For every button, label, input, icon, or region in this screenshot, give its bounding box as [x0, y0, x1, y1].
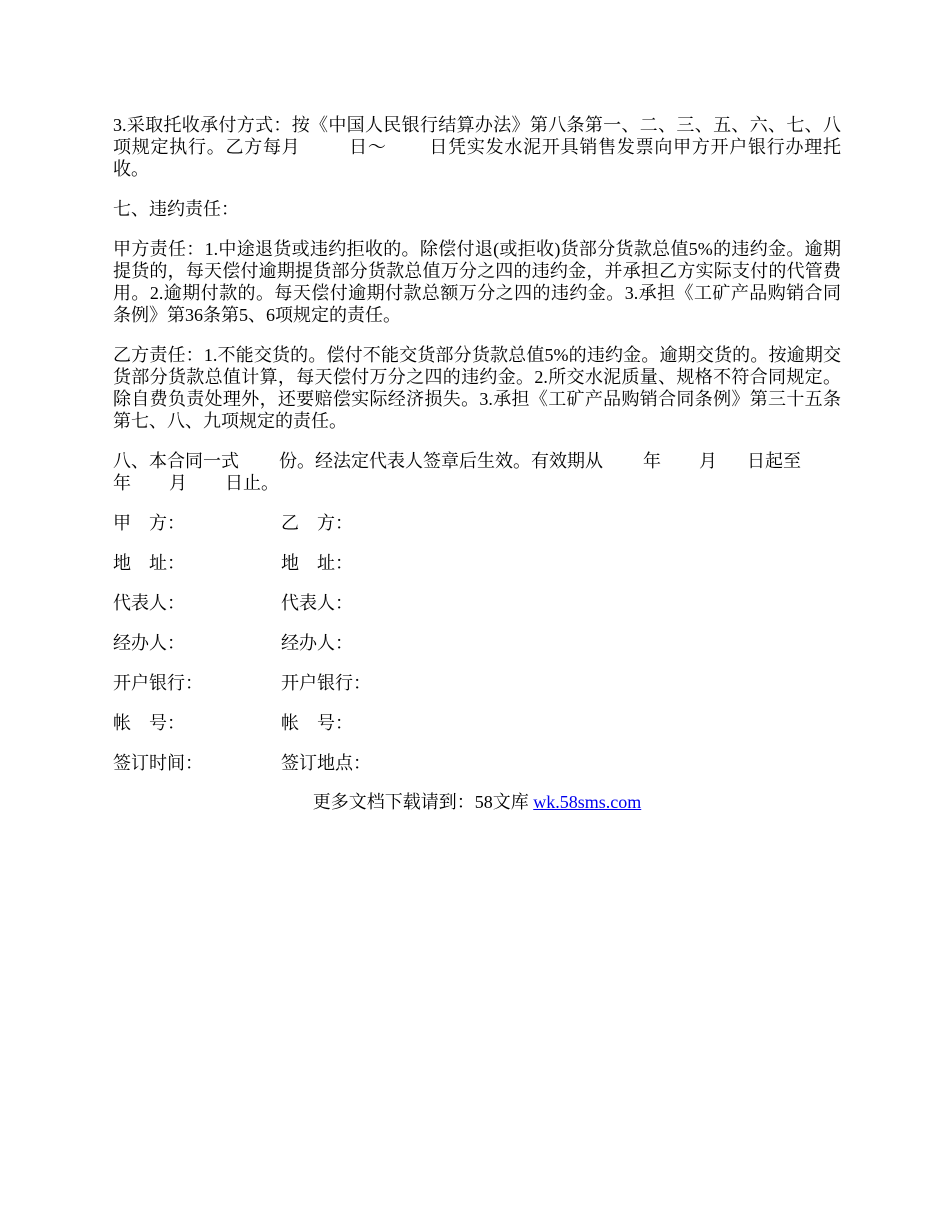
signature-row [113, 592, 841, 614]
party-a-name-label: 甲 方： [113, 513, 185, 533]
signing-time-label: 签订时间： [113, 753, 203, 773]
party-b-address-label: 地 址： [281, 553, 353, 573]
party-b-agent-label: 经办人： [281, 633, 353, 653]
clause-3-paragraph [113, 114, 841, 180]
party-b-bank-label: 开户银行： [281, 673, 371, 693]
footer-text: 更多文档下载请到：58文库 [312, 792, 534, 812]
section-8-text-5: 日起至 [747, 451, 801, 471]
party-a-agent-label: 经办人： [113, 633, 185, 653]
section-8-text-8: 日止。 [225, 473, 279, 493]
clause-3-text-1: 3.采取托收承付方式：按《中国人民银行结算办法》第八条第一、二、三、五、六、七、八项规定执行。乙方每月 [113, 115, 841, 157]
party-a-representative-label: 代表人： [113, 593, 185, 613]
signature-block [113, 512, 841, 774]
signature-row [113, 512, 841, 534]
signature-row [113, 712, 841, 734]
section-8-paragraph [113, 450, 841, 494]
party-a-address-label: 地 址： [113, 553, 185, 573]
section-8-text-6: 年 [113, 473, 131, 493]
clause-3-text-2: 日～ [348, 137, 387, 157]
party-b-account-label: 帐 号： [281, 713, 353, 733]
party-b-name-label: 乙 方： [281, 513, 353, 533]
section-8-text-1: 八、本合同一式 [113, 451, 239, 471]
section-8-text-4: 月 [699, 451, 717, 471]
party-b-representative-label: 代表人： [281, 593, 353, 613]
signature-row [113, 552, 841, 574]
party-b-liability: 乙方责任：1.不能交货的。偿付不能交货部分货款总值5%的违约金。逾期交货的。按逾期交货部分货款总值计算，每天偿付万分之四的违约金。2.所交水泥质量、规格不符合同规定。除自费负责处理外，还要赔偿实际经济损失。3.承担《工矿产品购销合同条例》第三十五条第七、八、九项规定的责任。 [113, 345, 841, 431]
document-page [113, 114, 841, 813]
party-a-account-label: 帐 号： [113, 713, 185, 733]
signing-place-label: 签订地点： [281, 753, 371, 773]
signature-row [113, 752, 841, 774]
section-8-text-3: 年 [643, 451, 661, 471]
section-8-text-2: 份。经法定代表人签章后生效。有效期从 [279, 451, 603, 471]
signature-row [113, 672, 841, 694]
party-a-bank-label: 开户银行： [113, 673, 203, 693]
section-7-heading: 七、违约责任： [113, 199, 239, 219]
footer-link[interactable]: wk.58sms.com [533, 792, 642, 812]
clause-3-text-3: 日凭实发水泥开具销售发票向甲方开户银行办理托收。 [113, 137, 842, 179]
party-a-liability: 甲方责任：1.中途退货或违约拒收的。除偿付退(或拒收)货部分货款总值5%的违约金。逾期提货的，每天偿付逾期提货部分货款总值万分之四的违约金，并承担乙方实际支付的代管费用。2.逾期付款的。每天偿付逾期付款总额万分之四的违约金。3.承担《工矿产品购销合同条例》第36条第5、6项规定的责任。 [113, 239, 841, 325]
section-8-text-7: 月 [169, 473, 187, 493]
download-footer [113, 791, 841, 813]
signature-row [113, 632, 841, 654]
